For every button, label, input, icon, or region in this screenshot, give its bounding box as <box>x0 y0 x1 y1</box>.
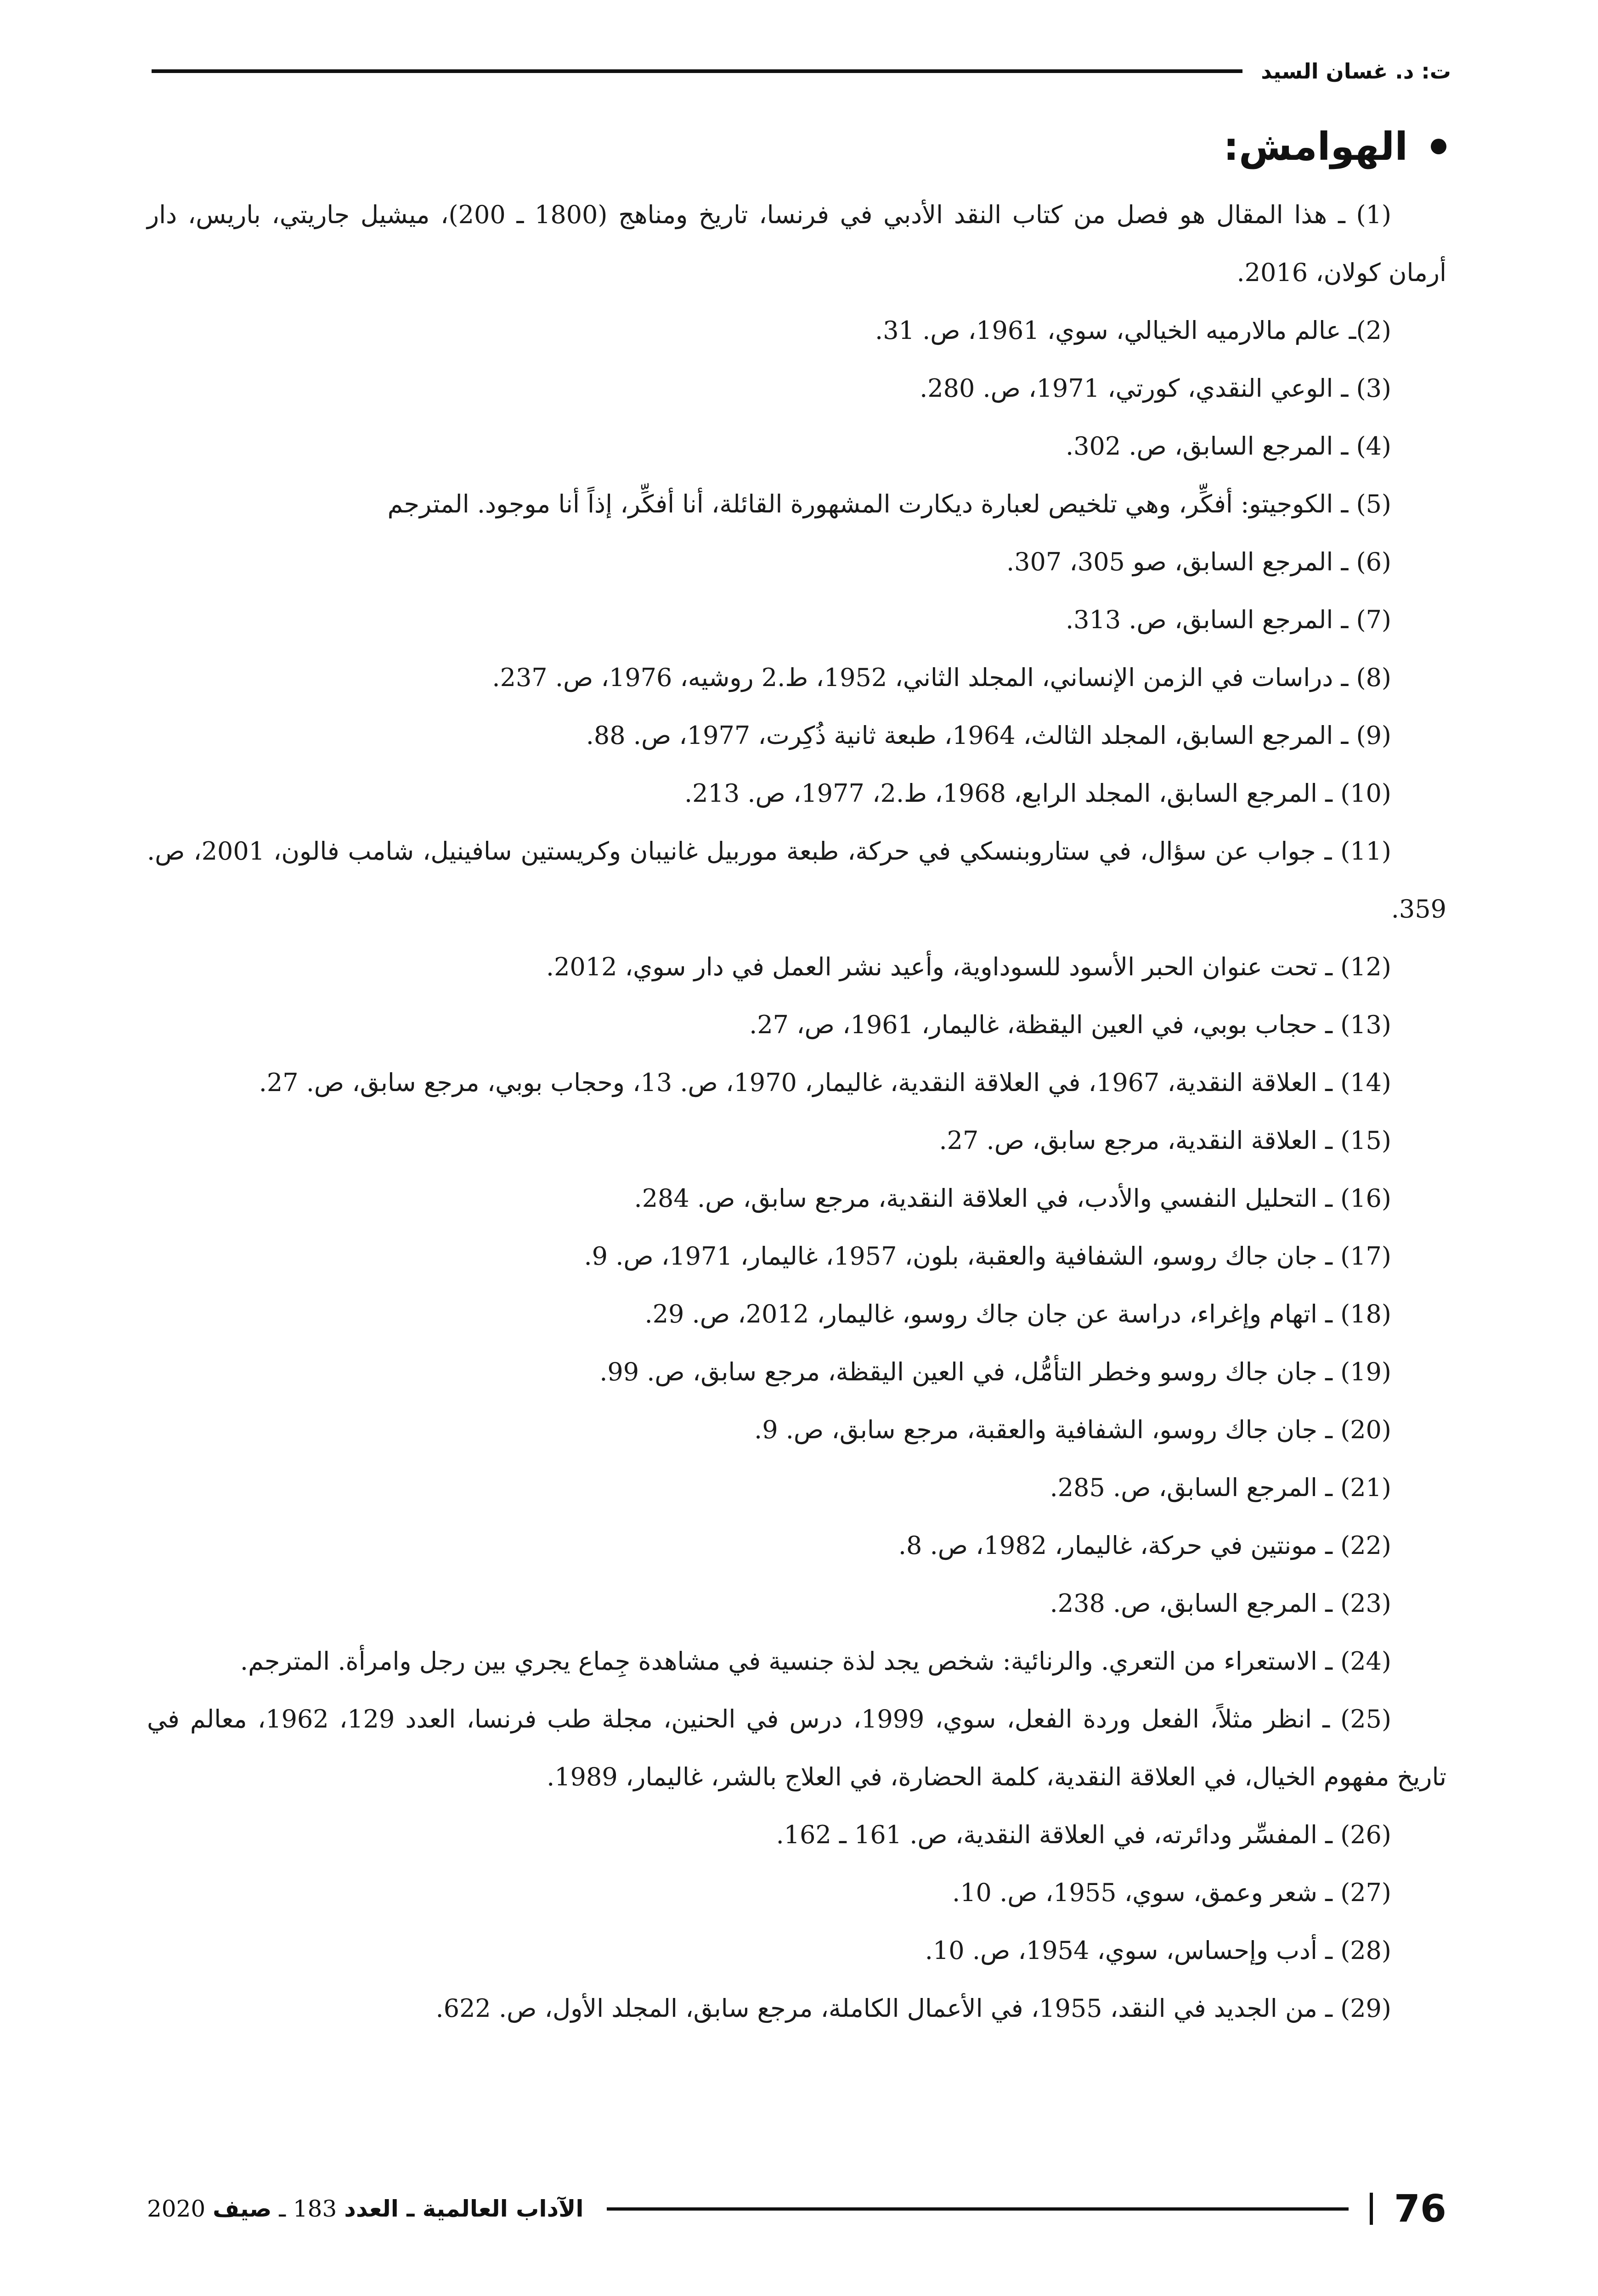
bullet-icon <box>1431 139 1446 154</box>
footer-rule <box>607 2207 1349 2211</box>
footnote-item: (10) ـ المرجع السابق، المجلد الرابع، 1968، ط.2، 1977، ص. 213. <box>684 779 1391 808</box>
footnote-item: (1) ـ هذا المقال هو فصل من كتاب النقد الأدبي في فرنسا، تاريخ ومناهج (1800 ـ 200)، ميشيل جاريتي، باريس، دار أرمان كولان، 2016. <box>147 200 1446 287</box>
footnote-item: (15) ـ العلاقة النقدية، مرجع سابق، ص. 27. <box>939 1126 1391 1155</box>
footnote-item: (23) ـ المرجع السابق، ص. 238. <box>1050 1589 1391 1618</box>
footnote-item: (29) ـ من الجديد في النقد، 1955، في الأعمال الكاملة، مرجع سابق، المجلد الأول، ص. 622. <box>435 1994 1391 2023</box>
header-rule <box>152 69 1242 73</box>
issue-number: 183 ـ <box>271 2195 344 2222</box>
footnotes-list <box>147 186 1446 2037</box>
footnote-item: (24) ـ الاستعراء من التعري. والرنائية: شخص يجد لذة جنسية في مشاهدة جِماع يجري بين رجل وامرأة. المترجم. <box>240 1647 1391 1676</box>
header-author: ت: د. غسان السيد <box>1261 59 1451 84</box>
footer-journal <box>147 2195 607 2222</box>
footnote-item: (6) ـ المرجع السابق، صو 305، 307. <box>1006 547 1391 576</box>
footnote-item: (28) ـ أدب وإحساس، سوي، 1954، ص. 10. <box>925 1936 1391 1965</box>
journal-name: الآداب العالمية ـ العدد <box>344 2195 584 2222</box>
footnote-item: (2)ـ عالم مالارميه الخيالي، سوي، 1961، ص. 31. <box>875 316 1391 345</box>
footnote-item: (17) ـ جان جاك روسو، الشفافية والعقبة، بلون، 1957، غاليمار، 1971، ص. 9. <box>584 1242 1391 1271</box>
footnote-item: (8) ـ دراسات في الزمن الإنساني، المجلد الثاني، 1952، ط.2 روشيه، 1976، ص. 237. <box>492 663 1391 692</box>
footnote-item: (20) ـ جان جاك روسو، الشفافية والعقبة، مرجع سابق، ص. 9. <box>754 1415 1391 1444</box>
section-title: الهوامش: <box>1223 124 1408 169</box>
footnote-item: (21) ـ المرجع السابق، ص. 285. <box>1050 1473 1391 1502</box>
footnote-item: (18) ـ اتهام وإغراء، دراسة عن جان جاك روسو، غاليمار، 2012، ص. 29. <box>644 1300 1391 1328</box>
footnote-item: (4) ـ المرجع السابق، ص. 302. <box>1065 432 1391 461</box>
footnote-item: (5) ـ الكوجيتو: أفكِّر، وهي تلخيص لعبارة ديكارت المشهورة القائلة، أنا أفكِّر، إذاً أنا موجود. المترجم <box>387 490 1391 518</box>
page-number: 76 <box>1394 2187 1446 2231</box>
footer-separator <box>1370 2193 1373 2225</box>
footnote-item: (3) ـ الوعي النقدي، كورتي، 1971، ص. 280. <box>920 374 1391 403</box>
page-header <box>152 51 1451 92</box>
footnote-item: (11) ـ جواب عن سؤال، في ستاروبنسكي في حركة، طبعة موربيل غانيبان وكريستين سافينيل، شامب فالون، 2001، ص. 359. <box>147 837 1446 923</box>
footnote-item: (16) ـ التحليل النفسي والأدب، في العلاقة النقدية، مرجع سابق، ص. 284. <box>634 1184 1391 1213</box>
footnote-item: (19) ـ جان جاك روسو وخطر التأمُّل، في العين اليقظة، مرجع سابق، ص. 99. <box>599 1357 1391 1386</box>
footnote-item: (27) ـ شعر وعمق، سوي، 1955، ص. 10. <box>952 1878 1391 1907</box>
issue-year: 2020 <box>147 2195 213 2222</box>
footnote-item: (13) ـ حجاب بوبي، في العين اليقظة، غاليمار، 1961، ص، 27. <box>749 1010 1391 1039</box>
page-footer <box>147 2183 1446 2234</box>
footnote-item: (7) ـ المرجع السابق، ص. 313. <box>1065 605 1391 634</box>
footnote-item: (26) ـ المفسِّر ودائرته، في العلاقة النقدية، ص. 161 ـ 162. <box>776 1820 1391 1849</box>
footnote-item: (25) ـ انظر مثلاً، الفعل وردة الفعل، سوي، 1999، درس في الحنين، مجلة طب فرنسا، العدد 129، 1962، معالم في تاريخ مفهوم الخيال، في العلاقة النقدية، كلمة الحضارة، في العلاج بالشر، غاليمار، 1989. <box>147 1705 1446 1791</box>
season-label: صيف <box>213 2195 272 2222</box>
footnote-item: (12) ـ تحت عنوان الحبر الأسود للسوداوية، وأعيد نشر العمل في دار سوي، 2012. <box>546 952 1391 981</box>
footnote-item: (22) ـ مونتين في حركة، غاليمار، 1982، ص. 8. <box>898 1531 1391 1560</box>
footnote-item: (14) ـ العلاقة النقدية، 1967، في العلاقة النقدية، غاليمار، 1970، ص. 13، وحجاب بوبي، مرجع سابق، ص. 27. <box>259 1068 1391 1097</box>
section-heading <box>1223 124 1446 169</box>
footnote-item: (9) ـ المرجع السابق، المجلد الثالث، 1964، طبعة ثانية ذُكِرت، 1977، ص. 88. <box>586 721 1391 750</box>
